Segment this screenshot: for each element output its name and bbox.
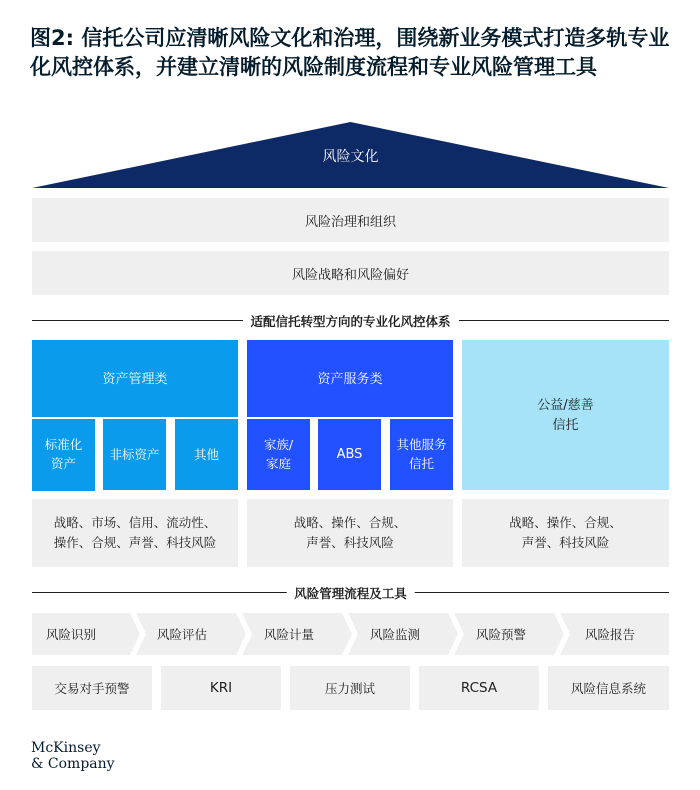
divider — [95, 417, 103, 490]
tool-risk-info-system: 风险信息系统 — [548, 666, 669, 710]
sub-box-abs: ABS — [318, 419, 381, 489]
column-title: 资产管理类 — [102, 372, 168, 387]
sub-box-other-service-trust: 其他服务 信托 — [390, 419, 453, 489]
process-step-identify: 风险识别 — [46, 627, 97, 642]
logo-line-2: & Company — [31, 756, 115, 772]
tool-rcsa: RCSA — [419, 666, 539, 710]
divider — [381, 417, 390, 490]
column-title: 资产服务类 — [317, 372, 383, 387]
risk-list-asset-services: 战略、操作、合规、 声誉、科技风险 — [247, 499, 453, 567]
mckinsey-logo — [31, 740, 115, 772]
process-step-monitor: 风险监测 — [370, 627, 421, 642]
divider — [32, 417, 238, 419]
risk-list-asset-management: 战略、市场、信用、流动性、 操作、合规、声誉、科技风险 — [32, 499, 238, 567]
section-label-process: 风险管理流程及工具 — [286, 584, 415, 602]
sub-box-family-trust: 家族/ 家庭 — [247, 419, 310, 489]
process-chevrons — [32, 613, 669, 655]
divider — [247, 417, 453, 419]
process-step-measure: 风险计量 — [264, 627, 315, 642]
sub-box-nonstandard-assets: 非标资产 — [103, 419, 166, 489]
section-label-framework: 适配信托转型方向的专业化风控体系 — [242, 312, 458, 330]
governance-band: 风险治理和组织 — [32, 198, 669, 242]
column-title: 公益/慈善 信托 — [537, 398, 594, 433]
sub-box-other: 其他 — [175, 419, 238, 489]
tool-kri: KRI — [161, 666, 281, 710]
risk-list-charity-trust: 战略、操作、合规、 声誉、科技风险 — [462, 499, 669, 567]
section-separator-process — [32, 584, 669, 600]
process-step-report: 风险报告 — [585, 627, 636, 642]
process-step-assess: 风险评估 — [157, 627, 208, 642]
tool-stress-test: 压力测试 — [290, 666, 410, 710]
strategy-band: 风险战略和风险偏好 — [32, 251, 669, 295]
column-charity-trust — [462, 340, 669, 490]
process-step-warn: 风险预警 — [476, 627, 527, 642]
figure-title: 图2: 信托公司应清晰风险文化和治理，围绕新业务模式打造多轨专业化风控体系，并建立清晰的风险制度流程和专业风险管理工具 — [30, 26, 670, 79]
sub-box-standardized-assets: 标准化 资产 — [32, 419, 95, 489]
tool-counterparty-warning: 交易对手预警 — [32, 666, 152, 710]
section-separator-framework — [32, 312, 669, 328]
divider — [166, 417, 175, 490]
divider — [310, 417, 318, 490]
risk-culture-label: 风险文化 — [322, 149, 379, 165]
logo-line-1: McKinsey — [31, 740, 101, 756]
